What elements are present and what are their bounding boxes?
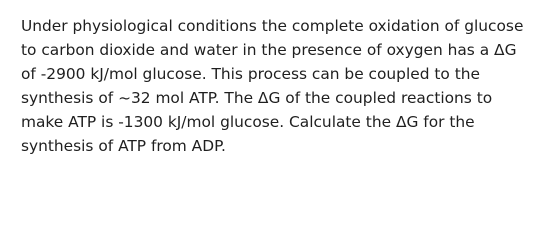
- question-line: synthesis of ~32 mol ATP. The ΔG of the coupled reactions to: [21, 89, 493, 108]
- question-text: [21, 14, 541, 159]
- question-line: to carbon dioxide and water in the presence of oxygen has a ΔG: [21, 41, 517, 60]
- question-line: of -2900 kJ/mol glucose. This process can be coupled to the: [21, 65, 480, 84]
- question-line: make ATP is -1300 kJ/mol glucose. Calculate the ΔG for the: [21, 113, 475, 132]
- question-line: Under physiological conditions the complete oxidation of glucose: [21, 17, 524, 35]
- question-line: synthesis of ATP from ADP.: [21, 137, 226, 156]
